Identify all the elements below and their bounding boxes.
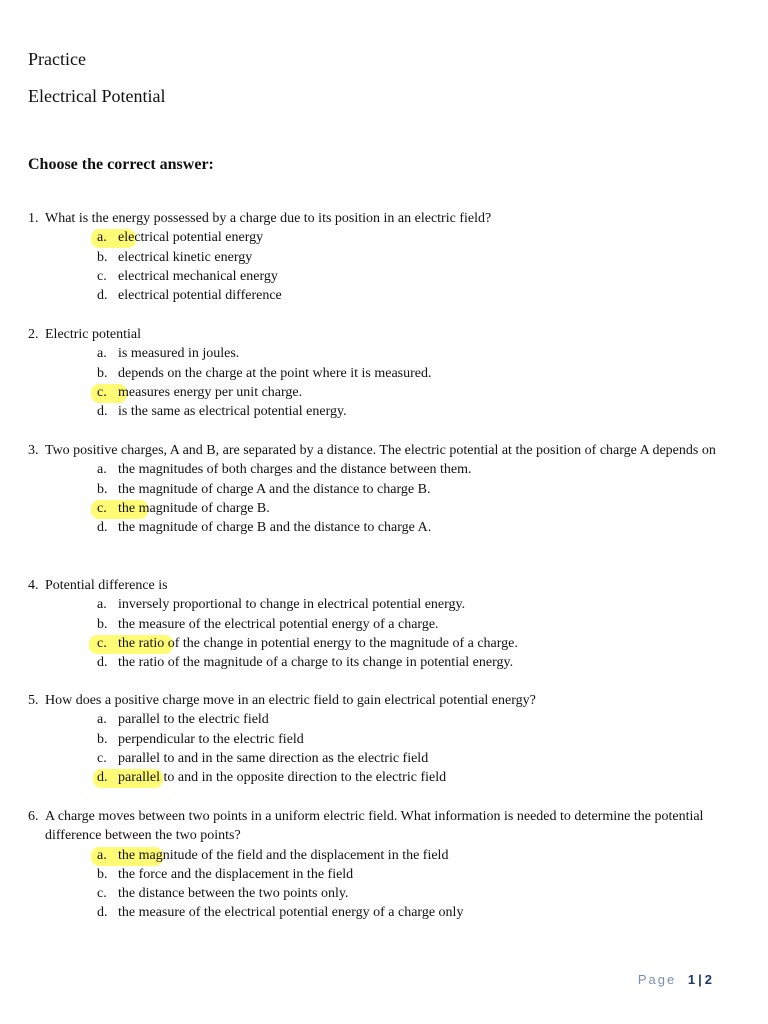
option-text: measures energy per unit charge. <box>118 384 303 400</box>
option-b <box>97 480 728 499</box>
question-stem <box>28 691 728 710</box>
question-number: 1. <box>28 211 39 226</box>
question-3 <box>28 441 728 537</box>
option-letter: d. <box>97 520 108 536</box>
question-stem <box>28 325 728 344</box>
question-stem <box>28 807 728 846</box>
option-letter: b. <box>97 866 108 882</box>
option-letter: b. <box>97 731 108 747</box>
option-letter: d. <box>97 655 108 671</box>
question-text: Electric potential <box>45 327 142 342</box>
option-text: depends on the charge at the point where it is measured. <box>118 365 432 381</box>
option-letter: c. <box>97 635 107 651</box>
question-1 <box>28 209 728 305</box>
option-text: electrical mechanical energy <box>118 268 278 284</box>
option-a <box>97 460 728 479</box>
option-d <box>97 903 728 922</box>
option-d <box>97 286 728 305</box>
option-text: the ratio of the magnitude of a charge to its change in potential energy. <box>118 655 514 671</box>
page-separator: | <box>698 972 702 987</box>
option-b <box>97 248 728 267</box>
question-text: A charge moves between two points in a uniform electric field. What information is needed to determine the potential difference between the two points? <box>45 809 704 844</box>
option-text: electrical kinetic energy <box>118 249 253 265</box>
option-text: electrical potential difference <box>118 288 282 304</box>
option-letter: b. <box>97 616 108 632</box>
option-c <box>97 884 728 903</box>
question-text: Two positive charges, A and B, are separated by a distance. The electric potential at the position of charge A depends on <box>45 443 716 458</box>
option-text: the magnitude of the field and the displacement in the field <box>118 847 449 863</box>
option-text: the magnitudes of both charges and the distance between them. <box>118 462 472 478</box>
option-letter: a. <box>97 712 107 728</box>
option-letter: b. <box>97 365 108 381</box>
page-number: 1 <box>687 972 696 987</box>
option-letter: c. <box>97 384 107 400</box>
option-a <box>97 595 728 614</box>
option-text: the force and the displacement in the field <box>118 866 354 882</box>
option-c <box>97 383 728 402</box>
option-d <box>97 768 728 787</box>
question-number: 2. <box>28 327 39 342</box>
option-letter: d. <box>97 770 108 786</box>
question-stem <box>28 576 728 595</box>
option-letter: b. <box>97 249 108 265</box>
option-d <box>97 653 728 672</box>
option-letter: d. <box>97 404 108 420</box>
option-text: parallel to and in the opposite direction to the electric field <box>118 770 447 786</box>
option-letter: a. <box>97 230 107 246</box>
option-text: the magnitude of charge B. <box>118 500 270 516</box>
option-b <box>97 615 728 634</box>
option-letter: a. <box>97 346 107 362</box>
question-text: Potential difference is <box>45 578 168 593</box>
option-letter: a. <box>97 462 107 478</box>
option-text: is measured in joules. <box>118 346 240 362</box>
question-number: 5. <box>28 693 39 708</box>
question-number: 6. <box>28 809 39 824</box>
total-pages: 2 <box>704 972 712 987</box>
option-letter: a. <box>97 597 107 613</box>
option-text: the ratio of the change in potential energy to the magnitude of a charge. <box>118 635 518 651</box>
option-letter: c. <box>97 500 107 516</box>
document-subtitle: Electrical Potential <box>28 86 166 106</box>
option-letter: d. <box>97 905 108 921</box>
option-text: the measure of the electrical potential energy of a charge. <box>118 616 439 632</box>
option-letter: b. <box>97 481 108 497</box>
option-c <box>97 749 728 768</box>
option-d <box>97 402 728 421</box>
option-c <box>97 634 728 653</box>
question-4 <box>28 576 728 672</box>
question-stem <box>28 441 728 460</box>
question-stem <box>28 209 728 228</box>
option-letter: c. <box>97 886 107 902</box>
question-2 <box>28 325 728 421</box>
question-number: 3. <box>28 443 39 458</box>
option-text: the distance between the two points only. <box>118 886 349 902</box>
option-text: the magnitude of charge A and the distance to charge B. <box>118 481 431 497</box>
page-label: Page <box>637 972 677 987</box>
option-letter: d. <box>97 288 108 304</box>
option-a <box>97 228 728 247</box>
option-text: the measure of the electrical potential energy of a charge only <box>118 905 464 921</box>
option-text: parallel to and in the same direction as the electric field <box>118 750 429 766</box>
option-a <box>97 846 728 865</box>
question-number: 4. <box>28 578 39 593</box>
option-a <box>97 344 728 363</box>
instructions: Choose the correct answer: <box>28 156 214 173</box>
option-text: is the same as electrical potential energy. <box>118 404 347 420</box>
page-footer <box>638 972 712 987</box>
option-a <box>97 710 728 729</box>
option-letter: a. <box>97 847 107 863</box>
option-b <box>97 364 728 383</box>
option-text: electrical potential energy <box>118 230 264 246</box>
option-text: perpendicular to the electric field <box>118 731 304 747</box>
question-text: How does a positive charge move in an electric field to gain electrical potential energy? <box>45 693 536 708</box>
option-text: parallel to the electric field <box>118 712 269 728</box>
option-text: the magnitude of charge B and the distance to charge A. <box>118 520 432 536</box>
option-letter: c. <box>97 268 107 284</box>
option-c <box>97 267 728 286</box>
option-b <box>97 865 728 884</box>
question-text: What is the energy possessed by a charge due to its position in an electric field? <box>45 211 492 226</box>
option-b <box>97 730 728 749</box>
option-text: inversely proportional to change in electrical potential energy. <box>118 597 466 613</box>
option-letter: c. <box>97 750 107 766</box>
option-c <box>97 499 728 518</box>
question-6 <box>28 807 728 923</box>
option-d <box>97 518 728 537</box>
question-5 <box>28 691 728 787</box>
document-title: Practice <box>28 49 86 69</box>
